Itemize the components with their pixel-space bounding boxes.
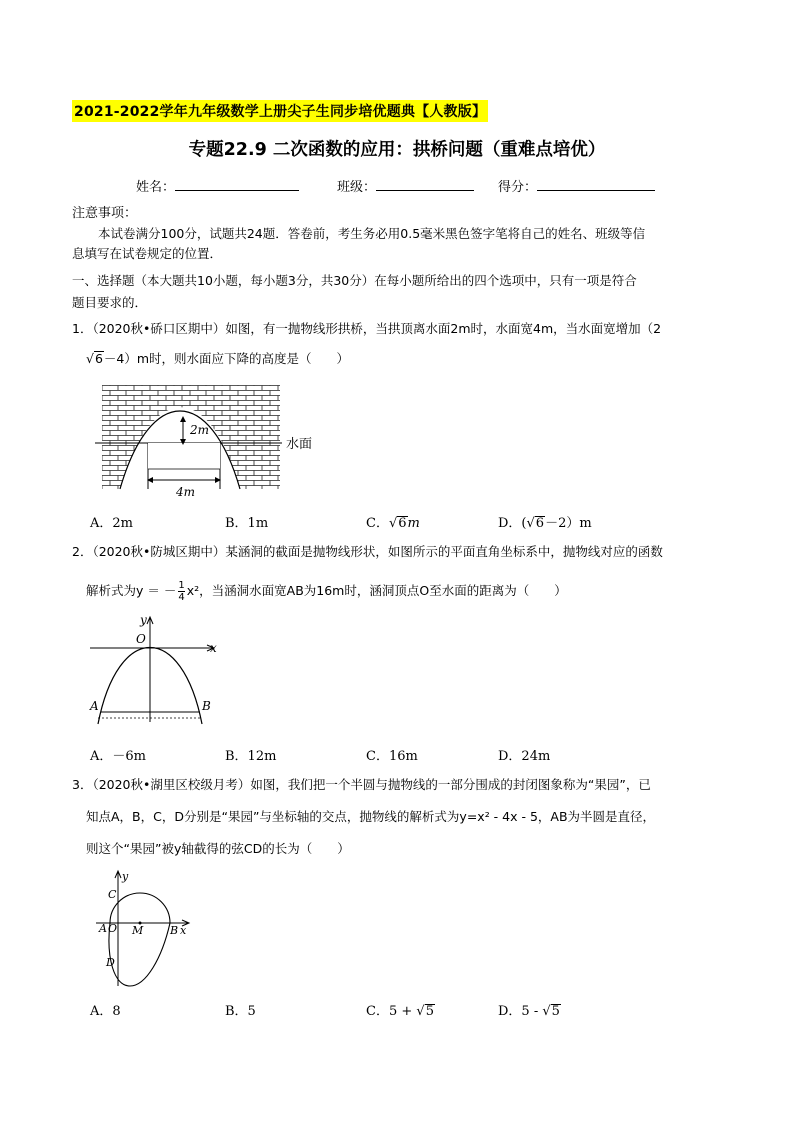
section-line2: 题目要求的． — [72, 295, 148, 310]
score-label: 得分： — [498, 180, 538, 195]
q3-option-a[interactable]: A．8 — [90, 1004, 121, 1019]
notice-label: 注意事项： — [72, 206, 138, 221]
width-label: 4m — [176, 485, 196, 499]
class-label: 班级： — [337, 180, 377, 195]
q3-option-b[interactable]: B．5 — [225, 1004, 256, 1019]
q2-option-d[interactable]: D．24m — [498, 749, 551, 764]
section-line1: 一、选择题（本大题共10小题，每小题3分，共30分）在每小题所给出的四个选项中，只有一项是符合 — [72, 273, 637, 288]
sqrt-6: √6 — [86, 351, 103, 366]
class-blank[interactable] — [376, 178, 474, 191]
y-label: y — [122, 870, 129, 883]
q1-option-d[interactable]: D．(√6－2）m — [498, 516, 592, 531]
q1-option-a[interactable]: A．2m — [90, 516, 133, 531]
name-blank[interactable] — [175, 178, 299, 191]
series-banner: 2021-2022学年九年级数学上册尖子生同步培优题典【人教版】 — [72, 100, 488, 122]
semicircle — [110, 893, 170, 923]
class-field — [337, 176, 474, 195]
page-title: 专题22.9 二次函数的应用：拱桥问题（重难点培优） — [188, 140, 606, 160]
q3-stem-line3: 则这个“果园”被y轴截得的弦CD的长为（ ） — [86, 841, 350, 856]
q2-figure-culvert — [88, 612, 228, 737]
q1-figure-arch-bridge — [90, 380, 320, 500]
point-m-label: M — [132, 924, 144, 937]
x-label: x — [180, 924, 187, 937]
name-field — [136, 176, 299, 195]
q2-stem-line1: 2．（2020秋•防城区期中）某涵洞的截面是抛物线形状，如图所示的平面直角坐标系中，抛物线对应的函数 — [72, 544, 663, 559]
q2-option-c[interactable]: C．16m — [366, 749, 418, 764]
notice-line1: 本试卷满分100分，试题共24题．答卷前，考生务必用0.5毫米黑色签字笔将自己的姓名、班级等信 — [98, 226, 646, 241]
name-label: 姓名： — [136, 180, 176, 195]
fraction-one-quarter: $\frac{1}{4}$ — [178, 580, 185, 603]
x-label: x — [210, 641, 217, 655]
q1-option-b[interactable]: B．1m — [225, 516, 269, 531]
q2-stem-line2: 解析式为y ＝ － $\frac{1}{4}$ x²，当涵洞水面宽AB为16m时，涵洞顶点O至水面的距离为（ ） — [86, 580, 567, 603]
q3-stem-line2: 知点A，B，C，D分别是“果园”与坐标轴的交点，抛物线的解析式为y=x² - 4x - 5，AB为半圆是直径， — [86, 809, 656, 824]
q1-option-c[interactable]: C．√6m — [366, 516, 420, 531]
notice-line2: 息填写在试卷规定的位置． — [72, 246, 223, 261]
y-label: y — [140, 613, 147, 627]
origin-label: O — [108, 922, 118, 935]
q2-option-a[interactable]: A．－6m — [90, 749, 146, 764]
point-b-label: B — [202, 699, 211, 713]
point-d-label: D — [106, 956, 115, 969]
point-a-label: A — [90, 699, 99, 713]
q1-stem-line1: 1．（2020秋•硚口区期中）如图，有一抛物线形拱桥，当拱顶离水面2m时，水面宽4m，当水面宽增加（2 — [72, 321, 662, 336]
q3-option-c[interactable]: C．5 + √5 — [366, 1004, 434, 1019]
point-a-label: A — [99, 922, 107, 935]
origin-label: O — [136, 632, 146, 646]
q3-stem-line1: 3．（2020秋•湖里区校级月考）如图，我们把一个半圆与抛物线的一部分围成的封闭图象称为“果园”，已 — [72, 777, 651, 792]
point-b-label: B — [170, 924, 179, 937]
q3-option-d[interactable]: D．5 - √5 — [498, 1004, 560, 1019]
height-label: 2m — [190, 423, 210, 437]
score-blank[interactable] — [537, 178, 655, 191]
score-field — [498, 176, 655, 195]
q1-stem-line2: √6－4）m时，则水面应下降的高度是（ ） — [86, 351, 350, 366]
q2-option-b[interactable]: B．12m — [225, 749, 277, 764]
point-c-label: C — [108, 888, 117, 901]
q3-figure-orchard — [92, 868, 202, 993]
water-label: 水面 — [286, 437, 313, 452]
